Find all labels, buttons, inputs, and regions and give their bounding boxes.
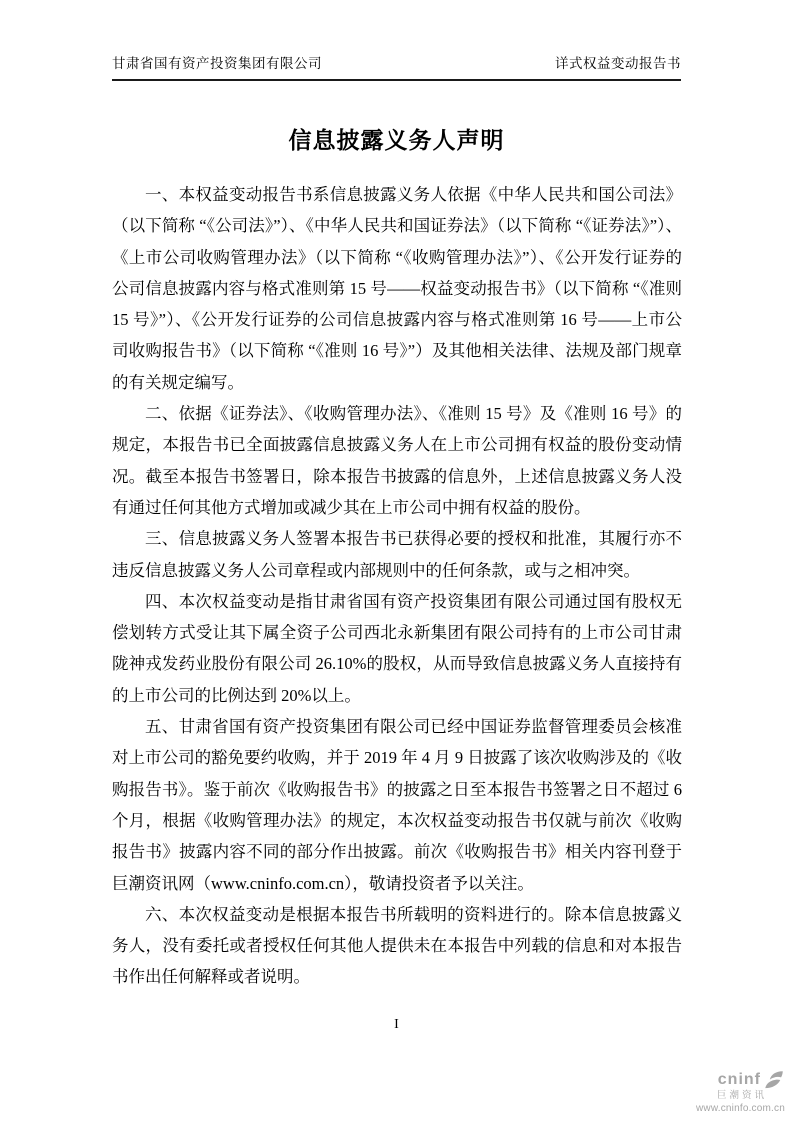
paragraph-5: 五、甘肃省国有资产投资集团有限公司已经中国证券监督管理委员会核准对上市公司的豁免要约收购，并于 2019 年 4 月 9 日披露了该次收购涉及的《收购报告书》。鉴于前次《收购报告书》的披露之日至本报告书签署之日不超过 6 个月，根据《收购管理办法》的规定，本次权益变动报告书仅就与前次《收购报告书》披露内容不同的部分作出披露。前次《收购报告书》相关内容刊登于巨潮资讯网（www.cninfo.com.cn），敬请投资者予以关注。: [112, 717, 682, 893]
page-title: 信息披露义务人声明: [288, 128, 505, 153]
cninfo-watermark: [675, 1070, 785, 1114]
cninfo-brand-row: [718, 1070, 785, 1090]
paragraph-4: 四、本次权益变动是指甘肃省国有资产投资集团有限公司通过国有股权无偿划转方式受让其下属全资子公司西北永新集团有限公司持有的上市公司甘肃陇神戎发药业股份有限公司 26.10%的股权，从而导致信息披露义务人直接持有的上市公司的比例达到 20%以上。: [112, 591, 682, 705]
page-number: I: [394, 1017, 399, 1032]
paragraph-1: 一、本权益变动报告书系信息披露义务人依据《中华人民共和国公司法》（以下简称 “《公司法》”）、《中华人民共和国证券法》（以下简称 “《证券法》”）、《上市公司收购管理办法》（以下简称 “《收购管理办法》”）、《公开发行证券的公司信息披露内容与格式准则第 15 号——权益变动报告书》（以下简称 “《准则 15 号》”）、《公开发行证券的公司信息披露内容与格式准则第 16 号——上市公司收购报告书》（以下简称 “《准则 16 号》”）及其他相关法律、法规及部门规章的有关规定编写。: [112, 185, 682, 392]
cninfo-chinese-name: 巨潮资讯: [716, 1090, 767, 1101]
page-header: [112, 52, 681, 81]
cninfo-brand-text: cninf: [717, 1071, 761, 1088]
header-report-type: 详式权益变动报告书: [555, 56, 681, 71]
header-company-name: 甘肃省国有资产投资集团有限公司: [112, 56, 322, 71]
document-body: [112, 179, 682, 993]
cninfo-swirl-icon: [763, 1070, 785, 1090]
paragraph-2: 二、依据《证券法》、《收购管理办法》、《准则 15 号》及《准则 16 号》的规定，本报告书已全面披露信息披露义务人在上市公司拥有权益的股份变动情况。截至本报告书签署日，除本报告书披露的信息外，上述信息披露义务人没有通过任何其他方式增加或减少其在上市公司中拥有权益的股份。: [112, 404, 682, 517]
paragraph-6: 六、本次权益变动是根据本报告书所载明的资料进行的。除本信息披露义务人，没有委托或者授权任何其他人提供未在本报告中列载的信息和对本报告书作出任何解释或者说明。: [112, 904, 682, 987]
cninfo-url: www.cninfo.com.cn: [696, 1102, 785, 1114]
paragraph-3: 三、信息披露义务人签署本报告书已获得必要的授权和批准，其履行亦不违反信息披露义务人公司章程或内部规则中的任何条款，或与之相冲突。: [112, 529, 682, 580]
